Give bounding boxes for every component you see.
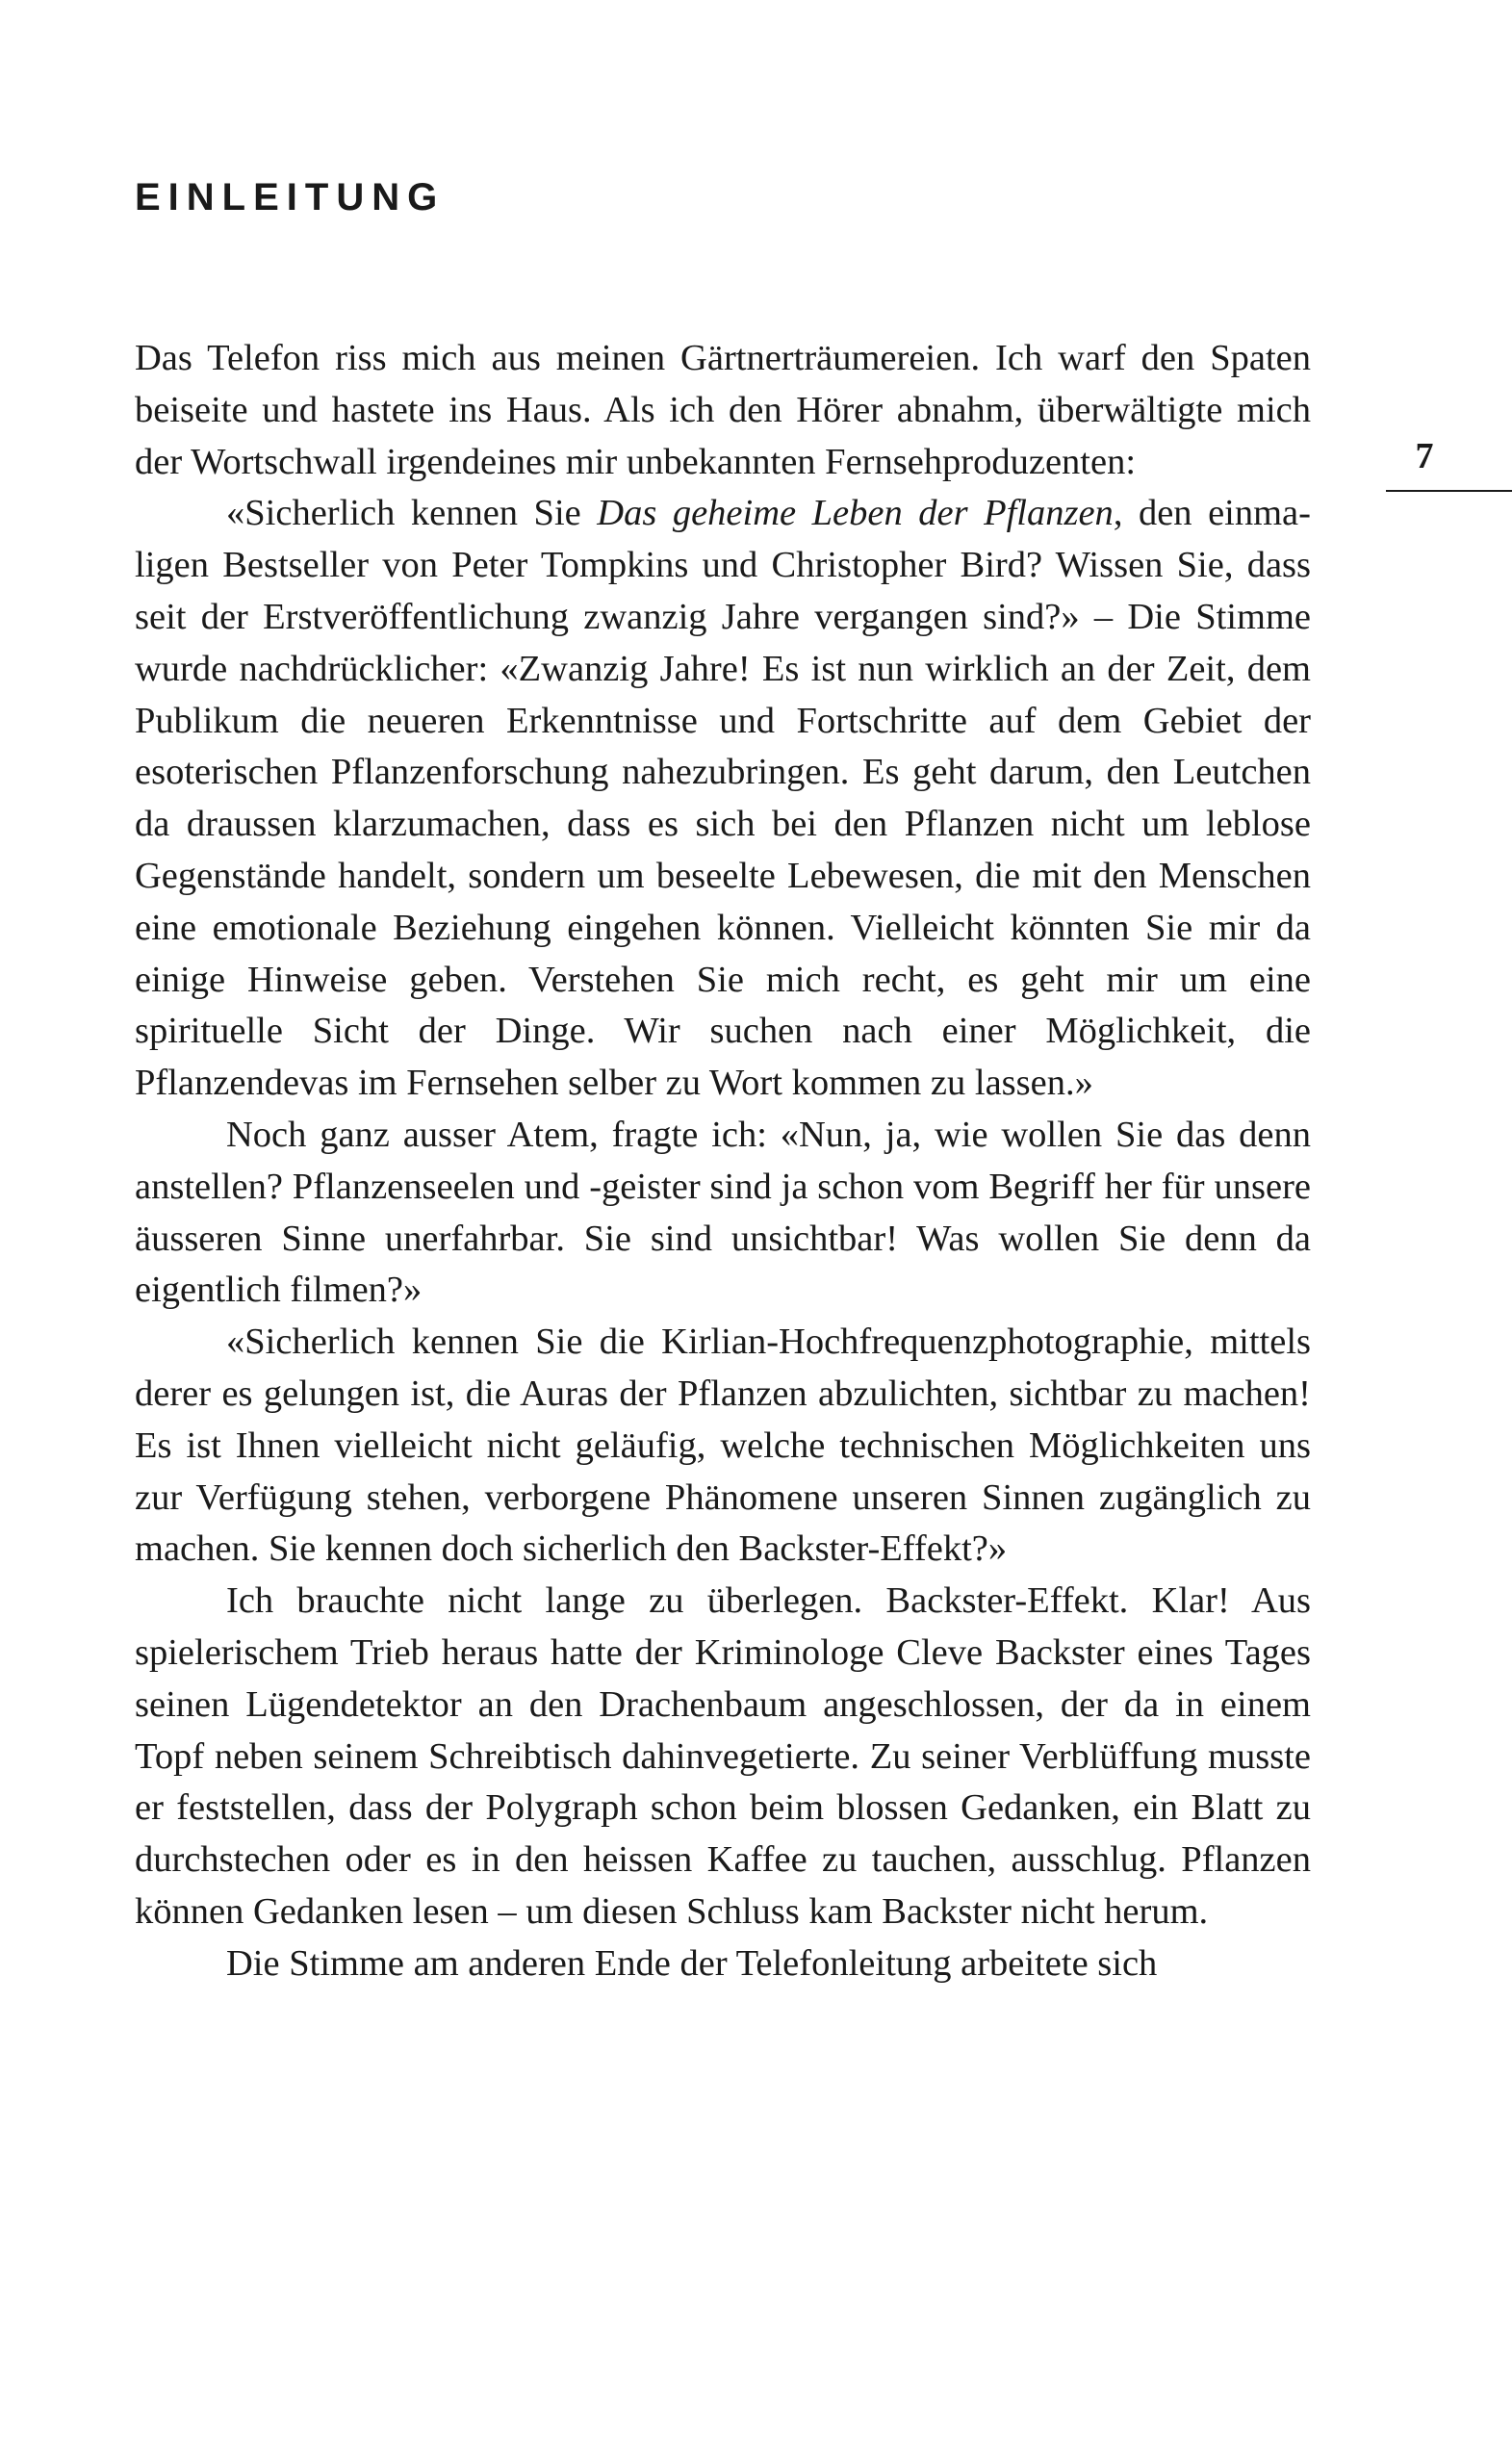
paragraph-4: «Sicherlich kennen Sie die Kirlian-Hochfrequenzphotographie, mittels derer es gelungen ist, die Auras der Pflanzen abzulichten, sichtbar zu machen! Es ist Ihnen vielleicht nicht geläufig, welche technischen Möglichkeiten uns zur Verfügung stehen, verborgene Phänomene unseren Sinnen zugänglich zu machen. Sie kennen doch sicherlich den Backster-Effekt?» bbox=[135, 1322, 1311, 1570]
page-number: 7 bbox=[1415, 436, 1434, 476]
paragraph-2 bbox=[135, 488, 1311, 1110]
paragraph-2-text-before: «Sicherlich kennen Sie bbox=[226, 493, 598, 534]
paragraph-6: Die Stimme am anderen Ende der Telefonleitung arbeitete sich bbox=[226, 1942, 1158, 1984]
paragraph-5: Ich brauchte nicht lange zu überlegen. Backster-Effekt. Klar! Aus spielerischem Trieb heraus hatte der Kriminologe Cleve Backster eines Tages seinen Lügendetektor an den Drachenbaum angeschlossen, der da in einem Topf neben seinem Schreibtisch dahinvegetierte. Zu seiner Verblüffung musste er feststellen, dass der Polygraph schon beim blossen Gedanken, ein Blatt zu durchstechen oder es in den heissen Kaffee zu tauchen, ausschlug. Pflanzen können Gedanken lesen – um diesen Schluss kam Backster nicht herum. bbox=[135, 1580, 1311, 1932]
book-title-emphasis: Das geheime Leben der Pflanzen bbox=[597, 493, 1114, 534]
paragraph-2-text-after: , den einmaligen Bestseller von Peter Tompkins und Christopher Bird? Wissen Sie, dass seit der Erstveröffentlichung zwanzig Jahre vergangen sind?» – Die Stimme wurde nachdrücklicher: «Zwanzig Jahre! Es ist nun wirklich an der Zeit, dem Publikum die neueren Erkenntnisse und Fortschritte auf dem Gebiet der esoterischen Pflanzenforschung nahezubringen. Es geht darum, den Leutchen da draussen klarzumachen, dass es sich bei den Pflanzen nicht um leblose Gegenstände handelt, sondern um beseelte Lebewesen, die mit den Menschen eine emotionale Beziehung eingehen können. Vielleicht könnten Sie mir da einige Hinweise geben. Verstehen Sie mich recht, es geht mir um eine spirituelle Sicht der Dinge. Wir suchen nach einer Möglichkeit, die Pflanzendevas im Fernsehen selber zu Wort kommen zu lassen.» bbox=[135, 493, 1311, 1104]
paragraph-1: Das Telefon riss mich aus meinen Gärtnerträumereien. Ich warf den Spaten beiseite und hastete ins Haus. Als ich den Hörer abnahm, überwältigte mich der Wortschwall irgendeines mir unbekannten Fernsehproduzenten: bbox=[135, 338, 1311, 482]
page-number-rule bbox=[1386, 490, 1512, 492]
body-text bbox=[135, 333, 1311, 1990]
chapter-heading: EINLEITUNG bbox=[135, 176, 446, 218]
paragraph-3: Noch ganz ausser Atem, fragte ich: «Nun, ja, wie wollen Sie das denn anstellen? Pflanzenseelen und -geister sind ja schon vom Begriff her für unsere äusseren Sinne unerfahrbar. Sie sind unsichtbar! Was wollen Sie denn da eigentlich filmen?» bbox=[135, 1114, 1311, 1311]
